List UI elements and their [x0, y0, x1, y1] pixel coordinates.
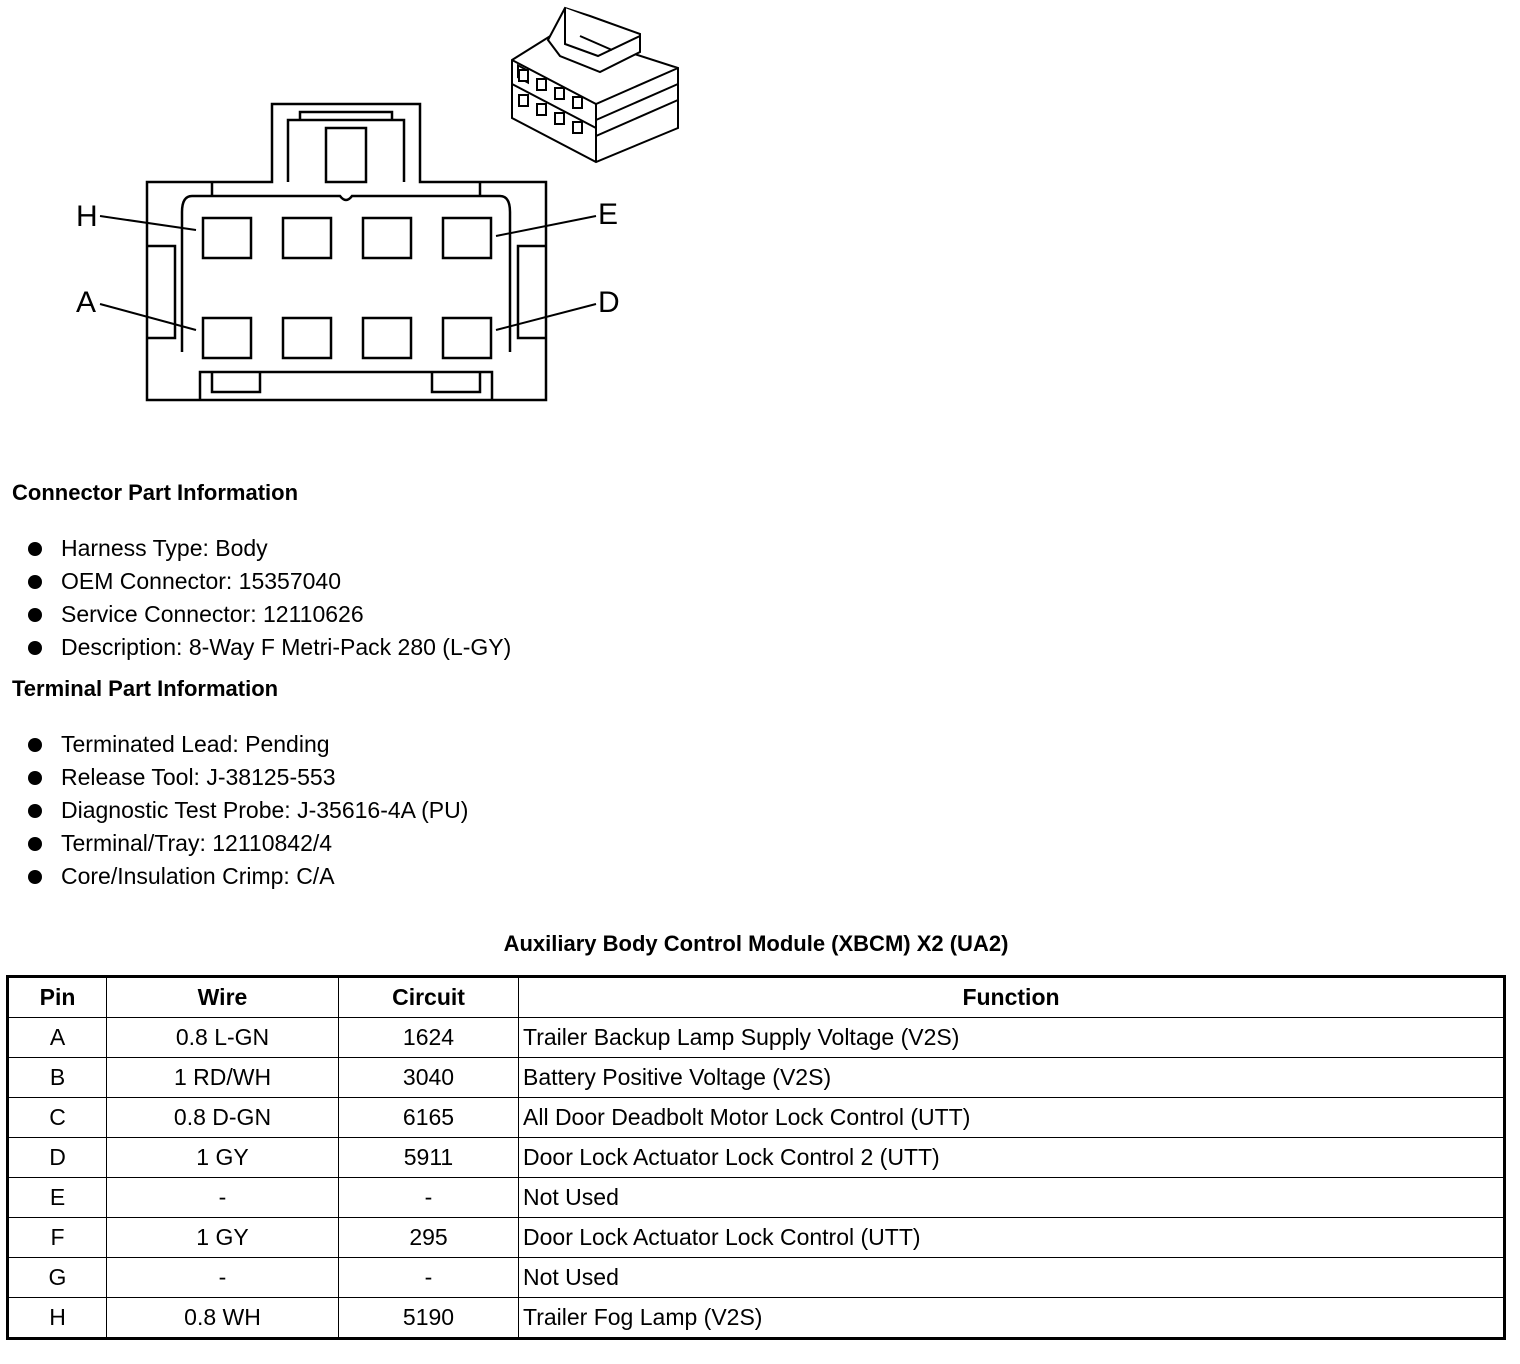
list-item: Diagnostic Test Probe: J-35616-4A (PU) [28, 794, 468, 827]
circuit-cell: - [339, 1178, 519, 1218]
bullet-icon [28, 641, 42, 655]
circuit-cell: 1624 [339, 1018, 519, 1058]
circuit-cell: 5190 [339, 1298, 519, 1339]
pin-cell: F [8, 1218, 107, 1258]
table-row [8, 1178, 1505, 1218]
circuit-cell: - [339, 1258, 519, 1298]
circuit-cell: 6165 [339, 1098, 519, 1138]
pin-cell: A [8, 1018, 107, 1058]
bullet-icon [28, 608, 42, 622]
bullet-icon [28, 738, 42, 752]
pinout-table [6, 975, 1506, 1340]
wire-cell: - [107, 1178, 339, 1218]
terminal-info-heading: Terminal Part Information [12, 676, 279, 701]
terminal-info-list [28, 728, 468, 893]
table-row [8, 1218, 1505, 1258]
table-row [8, 1298, 1505, 1339]
pin-cell: B [8, 1058, 107, 1098]
label-d: D [598, 286, 620, 319]
table-row [8, 1018, 1505, 1058]
table-row [8, 1258, 1505, 1298]
cavity-e [443, 218, 491, 258]
pin-cell: D [8, 1138, 107, 1178]
table-row [8, 1138, 1505, 1178]
bullet-icon [28, 771, 42, 785]
cavity-c [363, 318, 411, 358]
wire-cell: 1 RD/WH [107, 1058, 339, 1098]
pin-cell: H [8, 1298, 107, 1339]
list-item: Release Tool: J-38125-553 [28, 761, 468, 794]
cavity-h [203, 218, 251, 258]
list-item: OEM Connector: 15357040 [28, 565, 511, 598]
wire-cell: - [107, 1258, 339, 1298]
wire-cell: 0.8 WH [107, 1298, 339, 1339]
cavity-f [363, 218, 411, 258]
function-cell: Trailer Fog Lamp (V2S) [519, 1298, 1505, 1339]
function-cell: Not Used [519, 1258, 1505, 1298]
circuit-cell: 5911 [339, 1138, 519, 1178]
connector-info-heading: Connector Part Information [12, 480, 299, 505]
list-item: Core/Insulation Crimp: C/A [28, 860, 468, 893]
cavity-d [443, 318, 491, 358]
connector-isometric-image [512, 8, 678, 162]
function-cell: Not Used [519, 1178, 1505, 1218]
function-cell: All Door Deadbolt Motor Lock Control (UTT) [519, 1098, 1505, 1138]
bullet-icon [28, 870, 42, 884]
table-row [8, 1098, 1505, 1138]
circuit-cell: 295 [339, 1218, 519, 1258]
header-pin: Pin [8, 977, 107, 1018]
list-item: Description: 8-Way F Metri-Pack 280 (L-GY) [28, 631, 511, 664]
connector-info-list [28, 532, 511, 664]
bullet-icon [28, 804, 42, 818]
cavity-g [283, 218, 331, 258]
label-h: H [76, 200, 98, 233]
wire-cell: 0.8 D-GN [107, 1098, 339, 1138]
header-circuit: Circuit [339, 977, 519, 1018]
wire-cell: 1 GY [107, 1138, 339, 1178]
table-row [8, 1058, 1505, 1098]
table-title: Auxiliary Body Control Module (XBCM) X2 (UA2) [503, 931, 1009, 956]
table-header-row [8, 977, 1505, 1018]
function-cell: Door Lock Actuator Lock Control 2 (UTT) [519, 1138, 1505, 1178]
cavity-b [283, 318, 331, 358]
connector-diagram [0, 0, 700, 420]
cavity-a [203, 318, 251, 358]
label-e: E [598, 198, 619, 231]
function-cell: Trailer Backup Lamp Supply Voltage (V2S) [519, 1018, 1505, 1058]
list-item: Harness Type: Body [28, 532, 511, 565]
bullet-icon [28, 575, 42, 589]
bullet-icon [28, 542, 42, 556]
list-item: Terminated Lead: Pending [28, 728, 468, 761]
wire-cell: 1 GY [107, 1218, 339, 1258]
pin-cell: C [8, 1098, 107, 1138]
function-cell: Battery Positive Voltage (V2S) [519, 1058, 1505, 1098]
header-wire: Wire [107, 977, 339, 1018]
wire-cell: 0.8 L-GN [107, 1018, 339, 1058]
function-cell: Door Lock Actuator Lock Control (UTT) [519, 1218, 1505, 1258]
pin-cell: G [8, 1258, 107, 1298]
circuit-cell: 3040 [339, 1058, 519, 1098]
label-a: A [76, 286, 97, 319]
header-function: Function [519, 977, 1505, 1018]
pin-cell: E [8, 1178, 107, 1218]
list-item: Service Connector: 12110626 [28, 598, 511, 631]
bullet-icon [28, 837, 42, 851]
list-item: Terminal/Tray: 12110842/4 [28, 827, 468, 860]
